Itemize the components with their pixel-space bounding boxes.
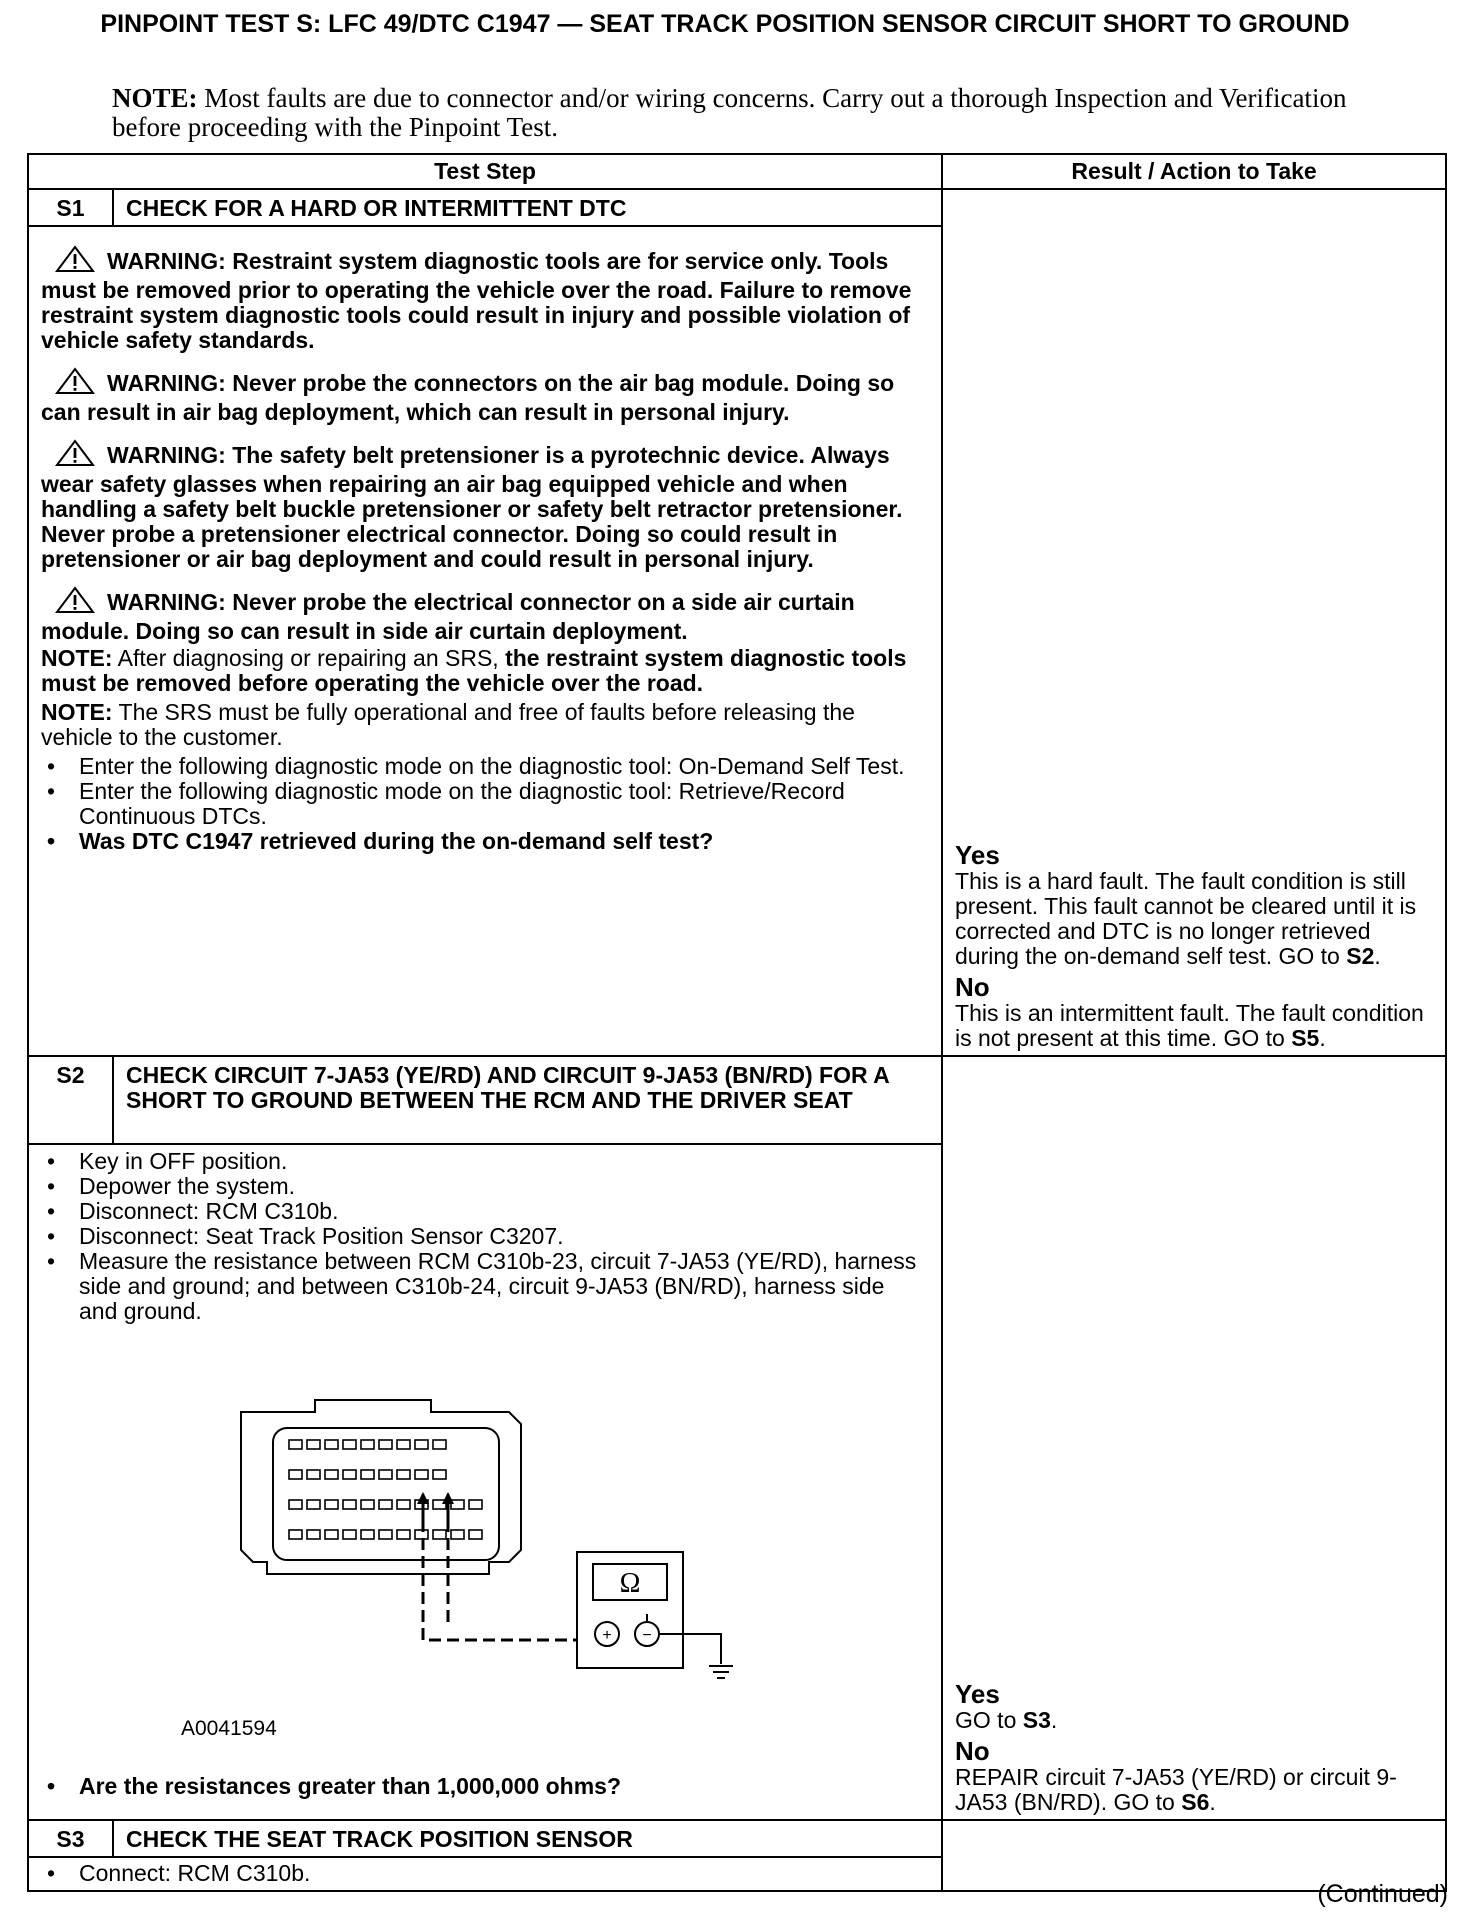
intro-note-label: NOTE: xyxy=(112,83,198,113)
pin-cavity xyxy=(379,1470,392,1479)
pin-cavity xyxy=(361,1470,374,1479)
ohm-symbol: Ω xyxy=(619,1568,641,1599)
step-s1-id: S1 xyxy=(28,189,113,226)
pin-cavity xyxy=(325,1440,338,1449)
col-test-step: Test Step xyxy=(28,154,942,189)
pin-cavity xyxy=(325,1500,338,1509)
pin-cavity xyxy=(343,1470,356,1479)
step-s1-yes-text: This is a hard fault. The fault condition is still present. This fault cannot be cleared until it is corrected and DTC is no longer retrieved during the on-demand self test. GO to S2. xyxy=(955,868,1417,969)
pin-cavity xyxy=(433,1440,446,1449)
step-s3-header-row xyxy=(28,1820,1446,1857)
step-s2-yes-text: GO to S3. xyxy=(955,1707,1058,1733)
pin-cavity xyxy=(379,1440,392,1449)
step-s2-question-list xyxy=(41,1774,921,1799)
goto-s3-link[interactable]: S3 xyxy=(1022,1707,1051,1733)
warning-3: WARNING: The safety belt pretensioner is a pyrotechnic device. Always wear safety glasses when repairing an air bag equipped vehicle and when handling a safety belt buckle pretensioner or safety belt retractor pretensioner. Never probe a pretensioner electrical connector. Doing so could result in pretensioner or air bag deployment and could result in personal injury. xyxy=(41,439,921,572)
step-s3-heading: CHECK THE SEAT TRACK POSITION SENSOR xyxy=(113,1820,942,1857)
connector-housing xyxy=(241,1400,521,1574)
connector-diagram xyxy=(41,1324,841,1724)
warning-2: WARNING: Never probe the connectors on the air bag module. Doing so can result in air bag deployment, which can result in personal injury. xyxy=(41,367,921,425)
warning-4: WARNING: Never probe the electrical connector on a side air curtain module. Doing so can result in side air curtain deployment. xyxy=(41,586,921,644)
list-item: • Disconnect: RCM C310b. xyxy=(41,1199,921,1224)
pin-cavity xyxy=(325,1470,338,1479)
pin-cavity xyxy=(469,1530,482,1539)
pin-cavity xyxy=(397,1440,410,1449)
minus-symbol: − xyxy=(642,1627,652,1644)
step-s1-header-row xyxy=(28,189,1446,226)
step-s2-id: S2 xyxy=(28,1056,113,1144)
list-item: • Measure the resistance between RCM C310b-23, circuit 7-JA53 (YE/RD), harness side and ground; and between C310b-24, circuit 9-JA53 (BN/RD), harness side and ground. xyxy=(41,1249,921,1324)
connector-figure xyxy=(41,1324,921,1774)
pin-cavity xyxy=(307,1440,320,1449)
step-s1-no-label: No xyxy=(955,972,990,1002)
continued-label: (Continued) xyxy=(1317,1880,1448,1908)
step-s1-body xyxy=(28,226,942,1056)
step-s2-header-row xyxy=(28,1056,1446,1144)
step-s3-body xyxy=(28,1857,942,1891)
list-item: • Key in OFF position. xyxy=(41,1149,921,1174)
step-s1-heading: CHECK FOR A HARD OR INTERMITTENT DTC xyxy=(113,189,942,226)
pin-cavity xyxy=(415,1470,428,1479)
step-s3-bullets xyxy=(41,1861,921,1886)
goto-s6-link[interactable]: S6 xyxy=(1181,1789,1210,1815)
pin-cavity xyxy=(379,1530,392,1539)
list-item: • Enter the following diagnostic mode on the diagnostic tool: Retrieve/Record Continuous DTCs. xyxy=(41,779,921,829)
pin-cavity xyxy=(307,1470,320,1479)
pin-cavity xyxy=(307,1500,320,1509)
warning-triangle-icon xyxy=(55,367,95,400)
pin-cavity xyxy=(379,1500,392,1509)
pin-cavity xyxy=(433,1530,446,1539)
warning-triangle-icon xyxy=(55,245,95,278)
warning-1: WARNING: Restraint system diagnostic tools are for service only. Tools must be removed prior to operating the vehicle over the road. Failure to remove restraint system diagnostic tools could result in injury and possible violation of vehicle safety standards. xyxy=(41,245,921,353)
warning-triangle-icon xyxy=(55,586,95,619)
intro-note xyxy=(112,84,1362,142)
connector-pins xyxy=(289,1440,482,1539)
list-item: • Depower the system. xyxy=(41,1174,921,1199)
pin-cavity xyxy=(397,1530,410,1539)
pin-cavity xyxy=(397,1500,410,1509)
pin-cavity xyxy=(289,1530,302,1539)
pin-cavity xyxy=(289,1440,302,1449)
page-title: PINPOINT TEST S: LFC 49/DTC C1947 — SEAT TRACK POSITION SENSOR CIRCUIT SHORT TO GROUND xyxy=(100,10,1350,38)
intro-note-text: Most faults are due to connector and/or wiring concerns. Carry out a thorough Inspection and Verification before proceeding with the Pinpoint Test. xyxy=(112,83,1347,142)
pin-cavity xyxy=(433,1470,446,1479)
ground-symbol xyxy=(709,1666,733,1678)
pin-cavity xyxy=(361,1530,374,1539)
pin-cavity xyxy=(451,1500,464,1509)
pin-cavity xyxy=(361,1500,374,1509)
table-header-row xyxy=(28,154,1446,189)
step-s2-heading: CHECK CIRCUIT 7-JA53 (YE/RD) AND CIRCUIT 9-JA53 (BN/RD) FOR A SHORT TO GROUND BETWEEN THE RCM AND THE DRIVER SEAT xyxy=(113,1056,942,1144)
goto-s5-link[interactable]: S5 xyxy=(1291,1025,1320,1051)
step-s2-no-text: REPAIR circuit 7-JA53 (YE/RD) or circuit 9-JA53 (BN/RD). GO to S6. xyxy=(955,1764,1397,1815)
pin-cavity xyxy=(451,1530,464,1539)
step-s1-note-1: NOTE: After diagnosing or repairing an SRS, the restraint system diagnostic tools must be removed before operating the vehicle over the road. xyxy=(41,645,907,696)
pin-cavity xyxy=(469,1500,482,1509)
goto-s2-link[interactable]: S2 xyxy=(1346,943,1375,969)
list-item: • Enter the following diagnostic mode on the diagnostic tool: On-Demand Self Test. xyxy=(41,754,921,779)
pin-cavity xyxy=(397,1470,410,1479)
step-s2-result xyxy=(942,1056,1446,1820)
pin-cavity xyxy=(343,1440,356,1449)
pin-cavity xyxy=(343,1500,356,1509)
step-s2-body xyxy=(28,1144,942,1820)
step-s2-bullets xyxy=(41,1149,921,1324)
step-s1-yes-label: Yes xyxy=(955,840,1000,870)
step-s2-question: • Are the resistances greater than 1,000,000 ohms? xyxy=(41,1774,921,1799)
warning-triangle-icon xyxy=(55,439,95,472)
list-item: • Connect: RCM C310b. xyxy=(41,1861,921,1886)
pin-cavity xyxy=(361,1440,374,1449)
pinpoint-test-table xyxy=(27,153,1447,1892)
step-s1-result xyxy=(942,189,1446,1056)
pin-cavity xyxy=(343,1530,356,1539)
pin-cavity xyxy=(307,1530,320,1539)
step-s1-question: • Was DTC C1947 retrieved during the on-demand self test? xyxy=(41,829,921,854)
step-s1-no-text: This is an intermittent fault. The fault condition is not present at this time. GO to S5. xyxy=(955,1000,1424,1051)
pin-cavity xyxy=(415,1440,428,1449)
list-item: • Disconnect: Seat Track Position Sensor C3207. xyxy=(41,1224,921,1249)
step-s1-bullets xyxy=(41,754,921,854)
plus-symbol: + xyxy=(602,1627,612,1644)
step-s1-note-2: NOTE: The SRS must be fully operational and free of faults before releasing the vehicle to the customer. xyxy=(41,699,855,750)
figure-id: A0041594 xyxy=(181,1717,277,1740)
pin-cavity xyxy=(289,1500,302,1509)
pin-cavity xyxy=(325,1530,338,1539)
step-s3-id: S3 xyxy=(28,1820,113,1857)
step-s2-no-label: No xyxy=(955,1736,990,1766)
step-s2-yes-label: Yes xyxy=(955,1679,1000,1709)
col-result: Result / Action to Take xyxy=(942,154,1446,189)
pin-cavity xyxy=(289,1470,302,1479)
